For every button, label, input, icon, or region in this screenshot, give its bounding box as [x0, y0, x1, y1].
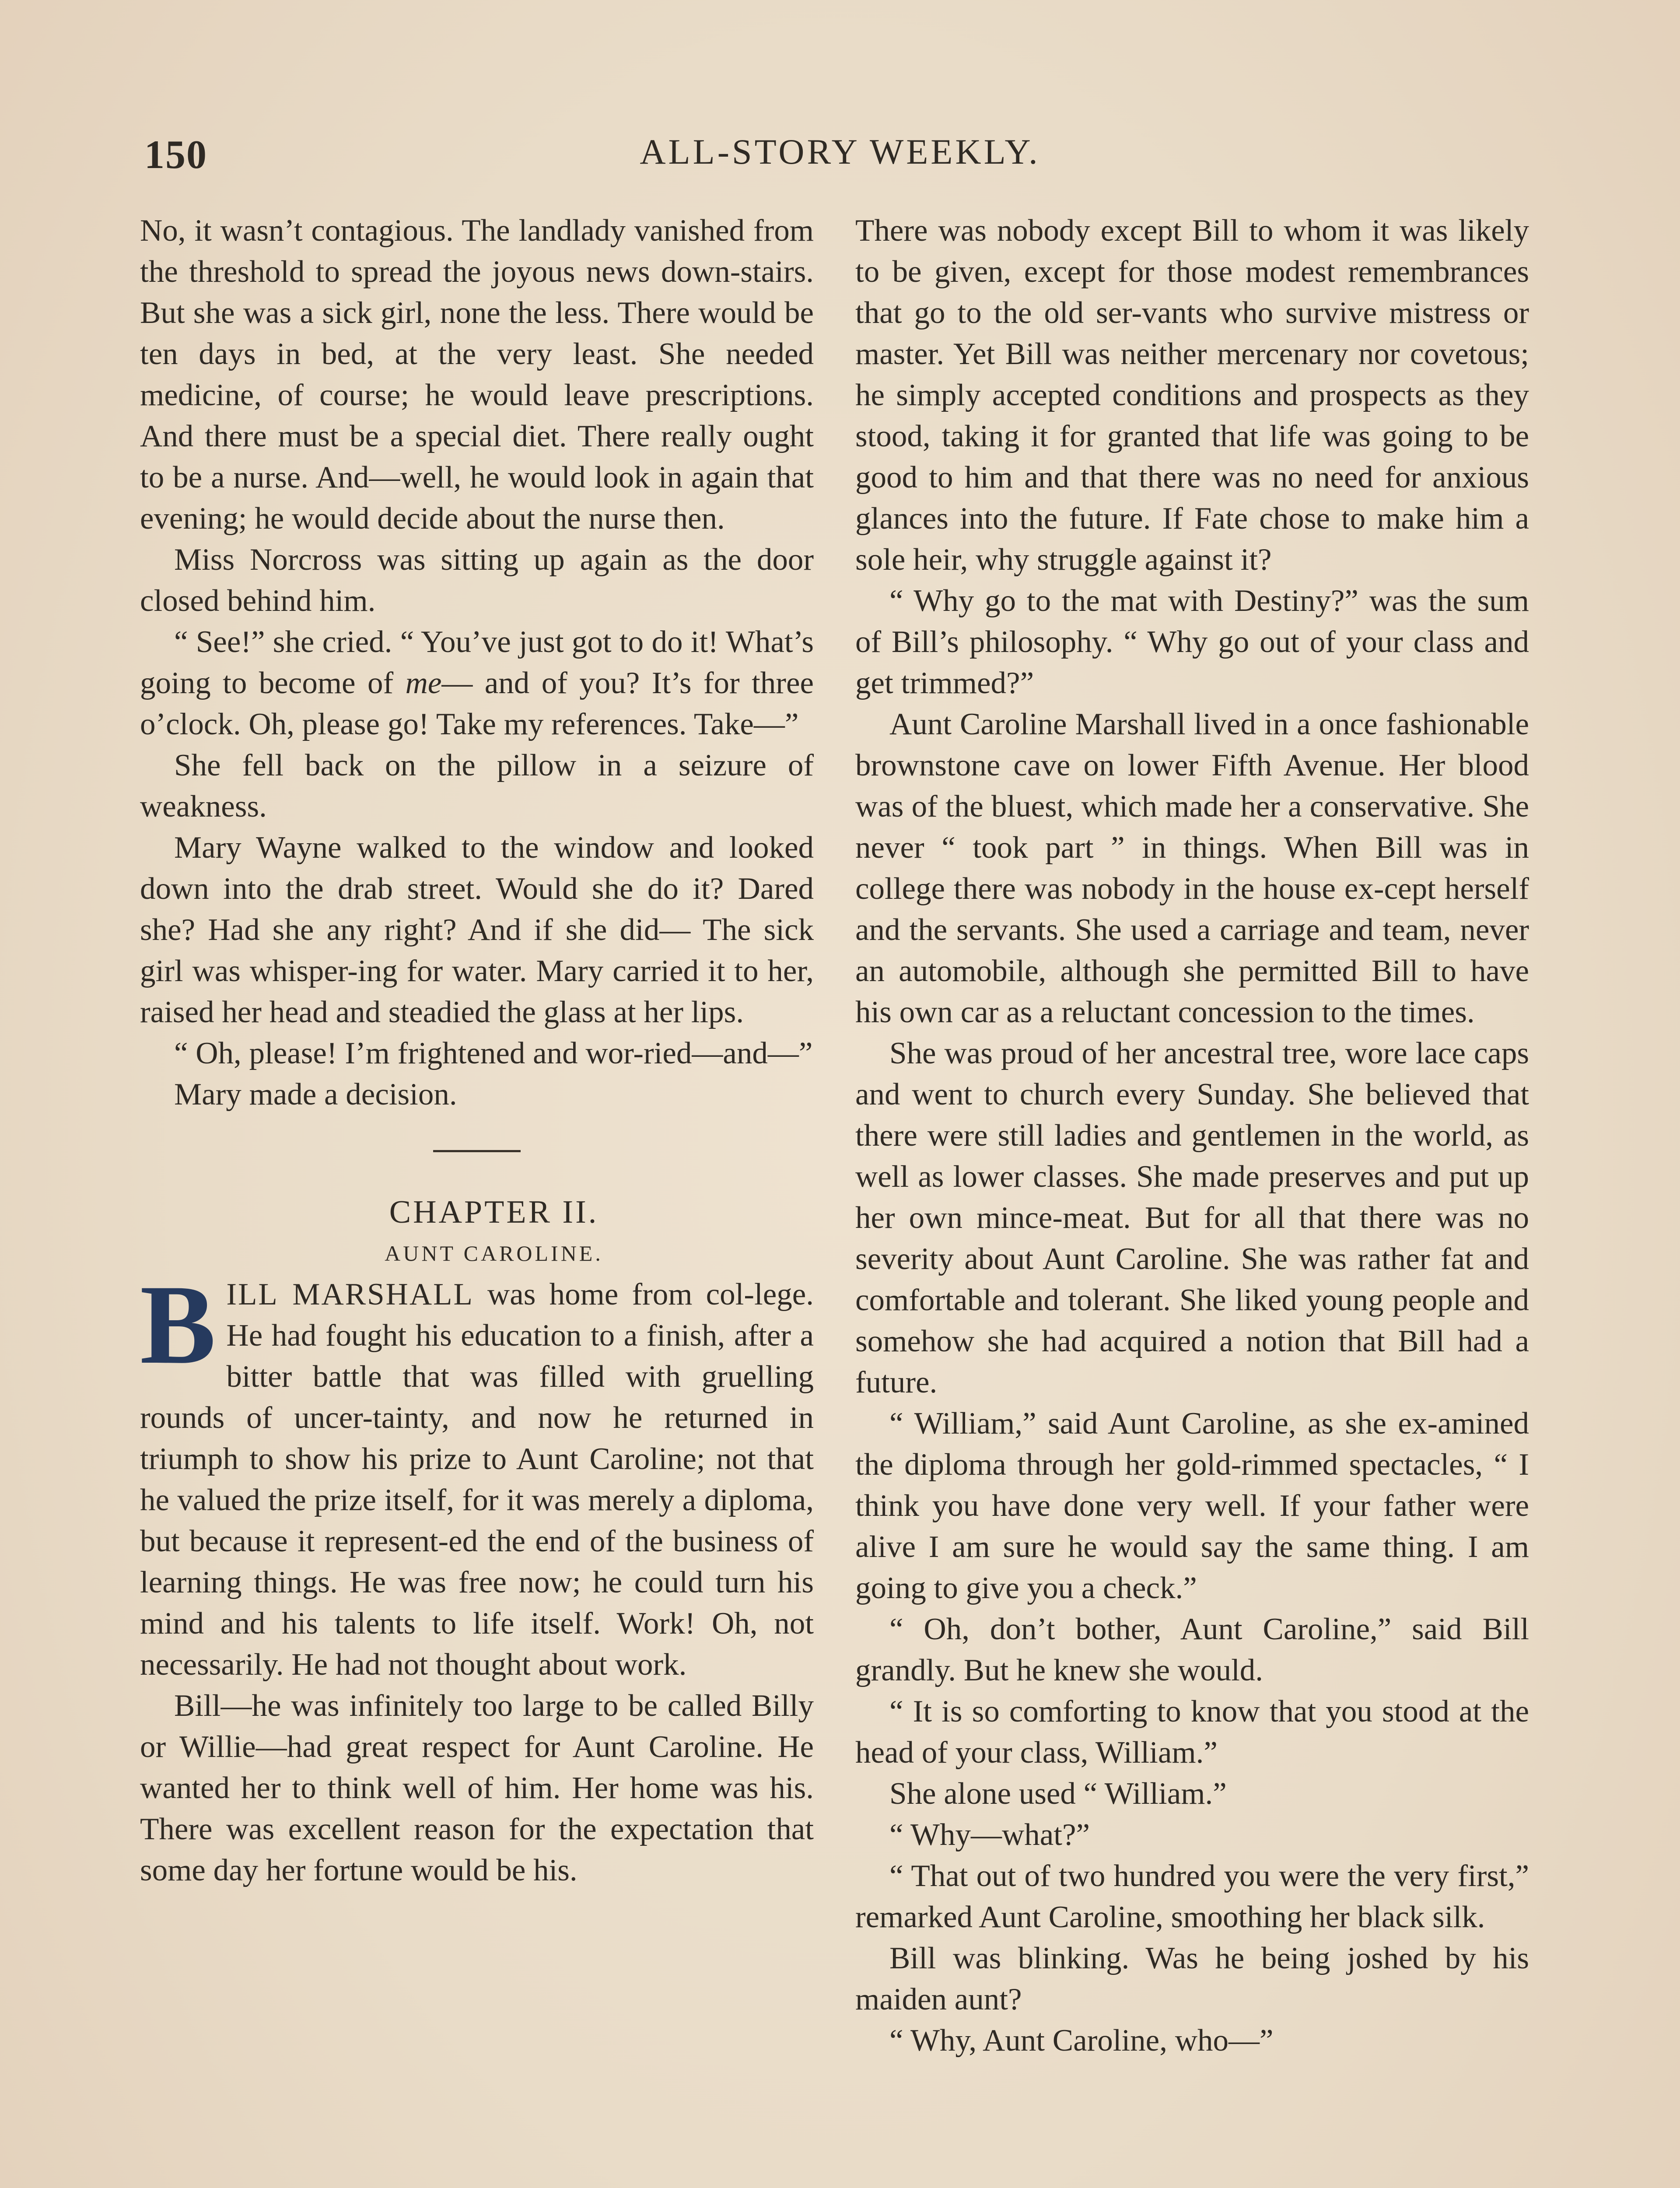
- section-divider: [433, 1150, 521, 1152]
- text-run: “ See!” she cried. “ You’ve just got to do it! What’s going to become of: [140, 625, 814, 700]
- chapter-title: CHAPTER II.: [389, 1194, 599, 1230]
- paragraph: “ That out of two hundred you were the very first,” remarked Aunt Caroline, smoothing her black silk.: [855, 1859, 1529, 1934]
- paragraph: Bill—he was infinitely too large to be called Billy or Willie—had great respect for Aunt Caroline. He wanted her to think well of him. Her home was his. There was excellent reason for the expectation that some day her fortune would be his.: [140, 1689, 814, 1887]
- right-column: [855, 210, 1529, 2061]
- paragraph: “ Oh, please! I’m frightened and wor-ried—and—”: [174, 1036, 813, 1070]
- paragraph: Mary made a decision.: [174, 1077, 457, 1112]
- drop-cap: B: [140, 1262, 216, 1388]
- paragraph: “ Why go to the mat with Destiny?” was the sum of Bill’s philosophy. “ Why go out of your class and get trimmed?”: [855, 584, 1529, 700]
- paragraph: [140, 621, 814, 745]
- paragraph: She fell back on the pillow in a seizure of weakness.: [140, 748, 814, 824]
- paragraph: Miss Norcross was sitting up again as the door closed behind him.: [140, 543, 814, 618]
- paragraph: Bill was blinking. Was he being joshed by his maiden aunt?: [855, 1941, 1529, 2016]
- paragraph: She was proud of her ancestral tree, wore lace caps and went to church every Sunday. She believed that there were still ladies and gentlemen in the world, as well as lower classes. She made preserves and put up her own mince-meat. But for all that there was no severity about Aunt Caroline. She was rather fat and comfortable and tolerant. She liked young people and somehow she had acquired a notion that Bill had a future.: [855, 1036, 1529, 1399]
- paragraph: There was nobody except Bill to whom it was likely to be given, except for those modest remembrances that go to the old ser-vants who survive mistress or master. Yet Bill was neither mercenary nor covetous; he simply accepted conditions and prospects as they stood, taking it for granted that life was going to be good to him and that there was no need for anxious glances into the future. If Fate chose to make him a sole heir, why struggle against it?: [855, 214, 1529, 577]
- paragraph: “ Why—what?”: [889, 1818, 1090, 1852]
- emphasis: me: [405, 666, 442, 700]
- text-run: — and of you? It’s for three o’clock. Oh, please go! Take my references. Take—”: [140, 666, 814, 741]
- paragraph-opening: [140, 1262, 814, 1685]
- left-column: [140, 210, 814, 1891]
- chapter-subtitle: AUNT CAROLINE.: [385, 1241, 603, 1266]
- paragraph: Mary Wayne walked to the window and looked down into the drab street. Would she do it? Dared she? Had she any right? And if she did— The sick girl was whisper-ing for water. Mary carried it to her, raised her head and steadied the glass at her lips.: [140, 831, 814, 1029]
- paragraph: She alone used “ William.”: [889, 1777, 1227, 1811]
- paragraph: Aunt Caroline Marshall lived in a once fashionable brownstone cave on lower Fifth Avenue. Her blood was of the bluest, which made her a conservative. She never “ took part ” in things. When Bill was in college there was nobody in the house ex-cept herself and the servants. She used a carriage and team, never an automobile, although she permitted Bill to have his own car as a reluctant concession to the times.: [855, 707, 1529, 1029]
- paragraph: “ It is so comforting to know that you stood at the head of your class, William.”: [855, 1694, 1529, 1770]
- running-head: ALL-STORY WEEKLY.: [640, 132, 1040, 172]
- paragraph: “ Why, Aunt Caroline, who—”: [889, 2023, 1274, 2058]
- opening-smallcaps: ILL MARSHALL: [226, 1277, 474, 1311]
- paragraph: “ Oh, don’t bother, Aunt Caroline,” said Bill grandly. But he knew she would.: [855, 1612, 1529, 1687]
- paragraph: No, it wasn’t contagious. The landlady vanished from the threshold to spread the joyous news down-stairs. But she was a sick girl, none the less. There would be ten days in bed, at the very least. She needed medicine, of course; he would leave prescriptions. And there must be a special diet. There really ought to be a nurse. And—well, he would look in again that evening; he would decide about the nurse then.: [140, 214, 814, 536]
- page-header: [144, 131, 1536, 179]
- text-run: was home from col-lege. He had fought his education to a finish, after a bitter battle that was filled with gruelling rounds of uncer-tainty, and now he returned in triumph to show his prize to Aunt Caroline; not that he valued the prize itself, for it was merely a diploma, but because it represent-ed the end of the business of learning things. He was free now; he could turn his mind and his talents to life itself. Work! Oh, not necessarily. He had not thought about work.: [140, 1277, 814, 1682]
- paragraph: “ William,” said Aunt Caroline, as she ex-amined the diploma through her gold-rimmed spectacles, “ I think you have done very well. If your father were alive I am sure he would say the same thing. I am going to give you a check.”: [855, 1406, 1529, 1605]
- page-number: 150: [144, 132, 207, 177]
